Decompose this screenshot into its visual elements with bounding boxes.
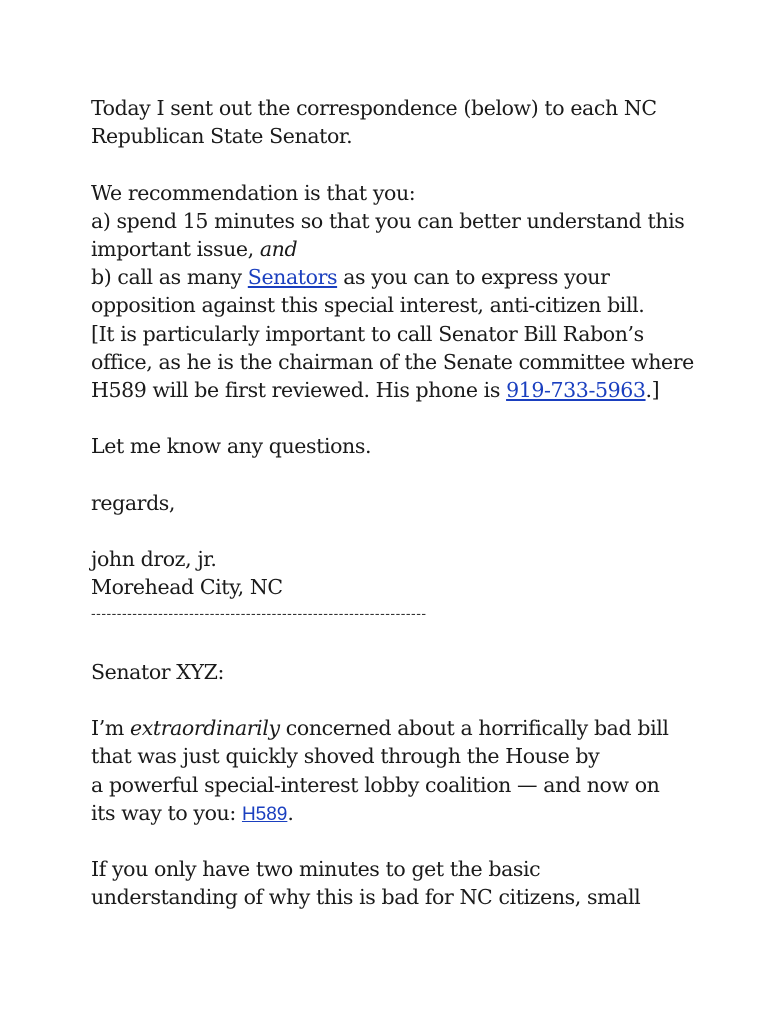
note-line-3-post: .] [645,377,660,402]
spacer [91,404,731,432]
intro-line-2: Republican State Senator. [91,124,353,149]
note-line-1: [It is particularly important to call Senator Bill Rabon’s [91,321,644,346]
spacer [91,827,731,855]
divider-line: ----------------------------------------------------------------- [91,605,427,622]
note-line-3-pre: H589 will be first reviewed. His phone is [91,377,507,402]
letter-salutation: Senator XYZ: [91,659,224,684]
questions-line: Let me know any questions. [91,434,372,459]
signature-location: Morehead City, NC [91,575,283,600]
signature-name: john droz, jr. [91,547,217,571]
letter-p1-line-2: that was just quickly shoved through the House by [91,744,600,769]
recommendation-b-post: as you can to express your [337,265,610,290]
spacer [91,460,731,488]
intro-line-1: Today I sent out the correspondence (below) to each NC [91,96,657,120]
recommendation-b-line-2: opposition against this special interest, anti-citizen bill. [91,293,645,318]
senators-link[interactable]: Senators [247,265,338,290]
letter-p1-line-1 [91,714,731,742]
recommendation-a-text: important issue, [91,236,260,261]
phone-link[interactable]: 919-733-5963 [506,377,646,402]
recommendation-heading: We recommendation is that you: [91,180,416,205]
note-line-3 [91,376,731,404]
spacer [91,517,731,545]
document-body [91,94,731,911]
note-line-2: office, as he is the chairman of the Senate committee where [91,349,694,374]
and-emphasis: and [259,236,298,261]
letter-p1-line-4-post: . [287,800,294,825]
letter-p1-line-4-pre: its way to you: [91,800,242,825]
letter-p1-line-3: a powerful special-interest lobby coalition — and now on [91,772,660,797]
letter-p1-line-4 [91,799,731,827]
spacer [91,150,731,178]
spacer [91,630,731,658]
spacer [91,686,731,714]
letter-p2-line-2: understanding of why this is bad for NC citizens, small [91,885,641,910]
letter-p1-pre: I’m [91,716,130,741]
recommendation-b-pre: b) call as many [91,265,248,290]
recommendation-a-line-1: a) spend 15 minutes so that you can better understand this [91,208,685,233]
letter-p1-post: concerned about a horrifically bad bill [279,716,669,741]
recommendation-a-line-2 [91,235,731,263]
extraordinarily-emphasis: extraordinarily [129,716,280,741]
letter-p2-line-1: If you only have two minutes to get the basic [91,857,541,882]
recommendation-b-line-1 [91,263,731,291]
regards-line: regards, [91,490,176,515]
h589-link[interactable]: H589 [241,803,288,825]
